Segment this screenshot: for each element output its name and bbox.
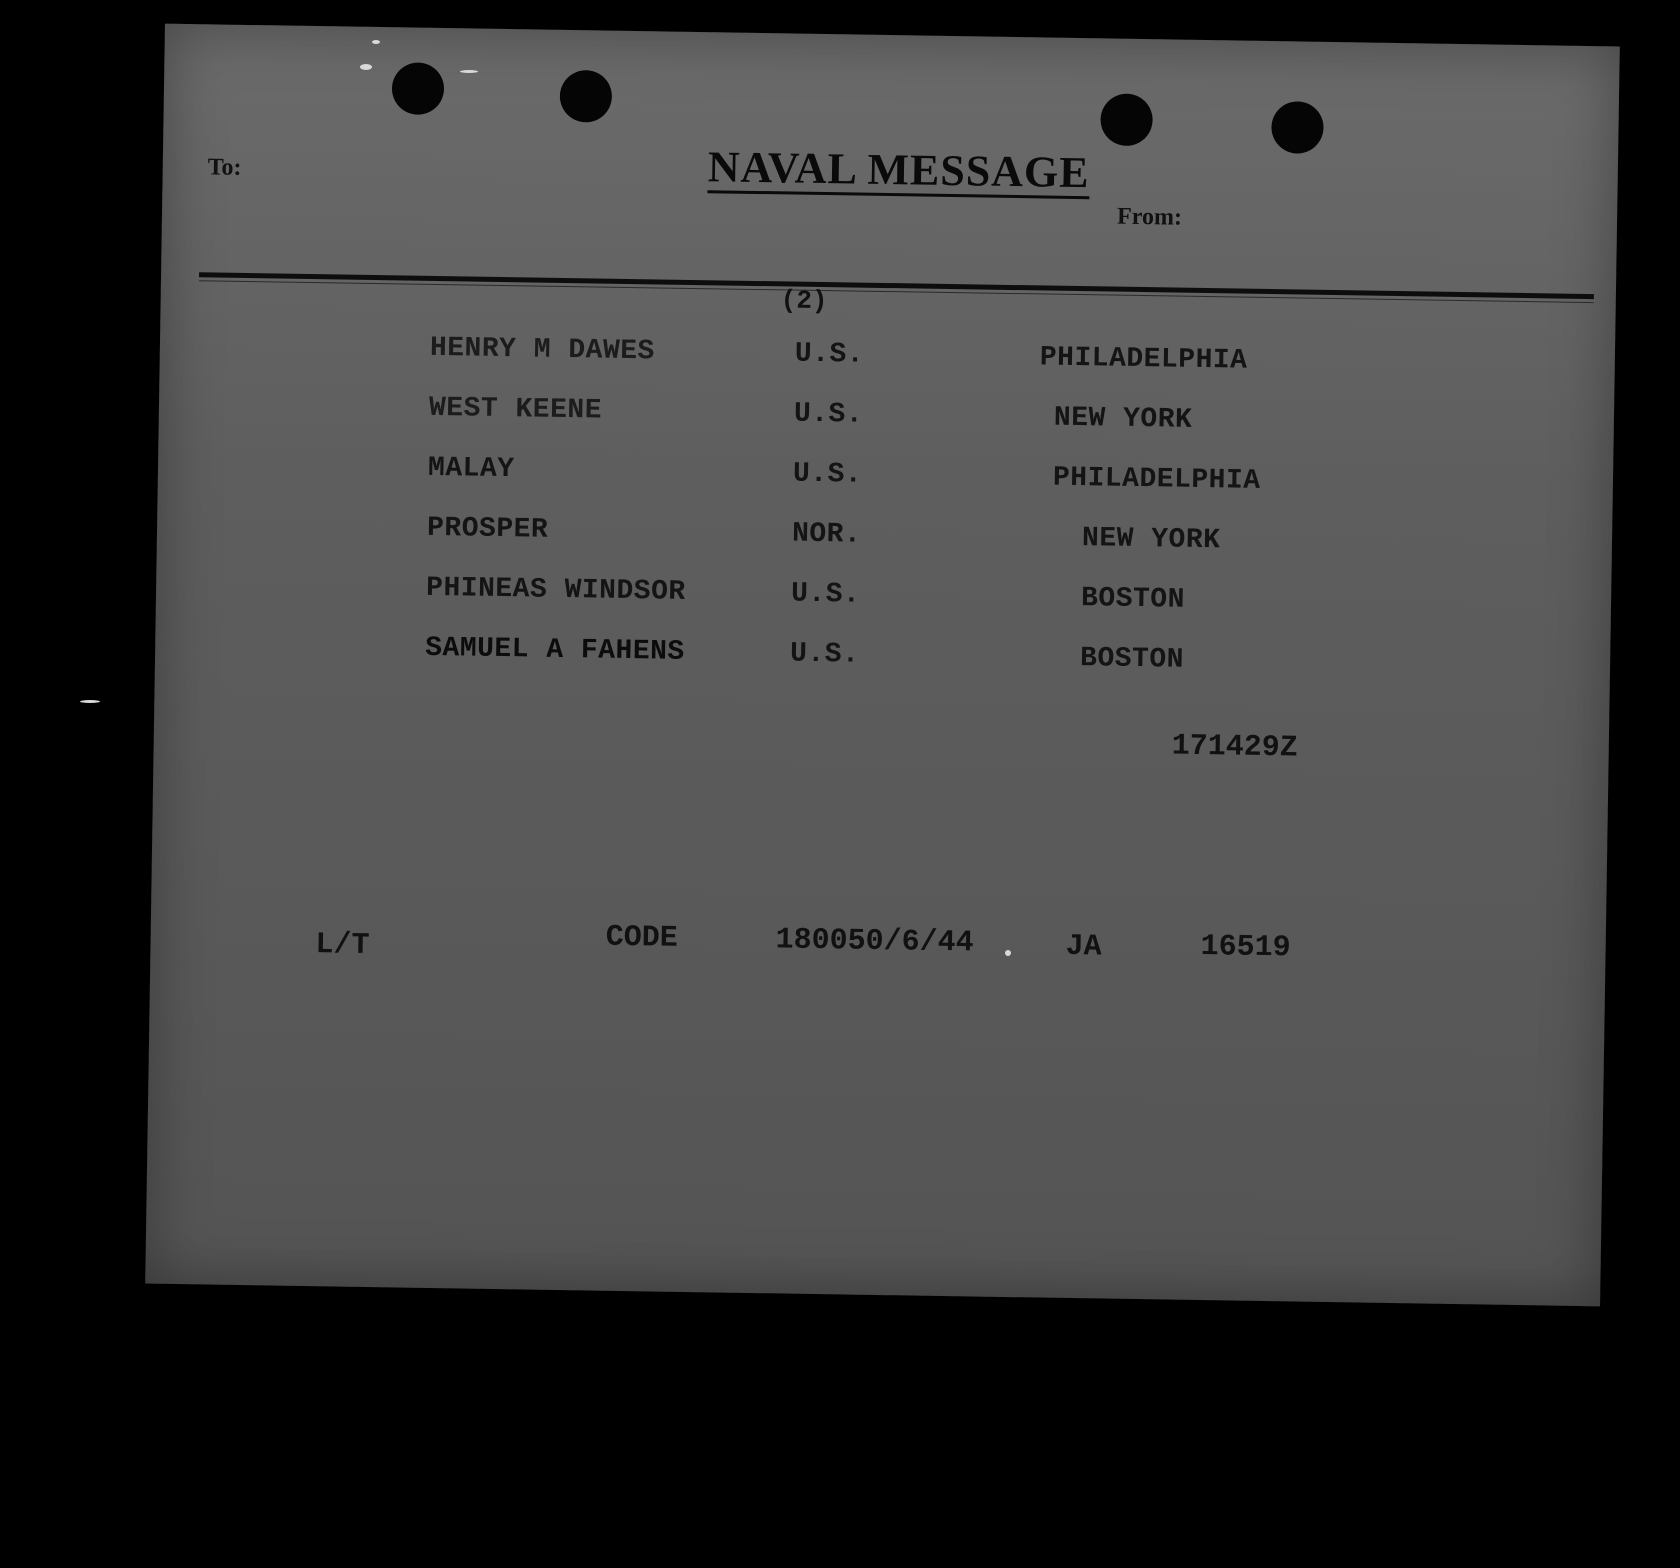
ship-flag: U.S. (790, 578, 861, 611)
ship-name: PROSPER (426, 512, 549, 546)
film-speck (360, 64, 372, 70)
punch-hole (392, 62, 445, 115)
to-label: To: (207, 154, 242, 181)
punch-hole (1271, 101, 1324, 154)
ship-flag: U.S. (789, 638, 860, 671)
ship-port: NEW YORK (1053, 402, 1193, 436)
ship-name: HENRY M DAWES (429, 332, 656, 368)
footer-serial: 16519 (1200, 930, 1291, 966)
ship-flag: U.S. (793, 398, 864, 431)
from-label: From: (1116, 203, 1183, 231)
ship-name: MALAY (427, 452, 515, 486)
message-sheet (145, 24, 1620, 1307)
footer-code-value: 180050/6/44 (775, 923, 974, 961)
header-divider (199, 272, 1594, 299)
list-item (157, 509, 1612, 572)
footer-lt: L/T (315, 928, 370, 963)
date-time-group: 171429Z (1171, 729, 1299, 766)
punch-hole (559, 70, 612, 123)
footer-code-label: CODE (605, 920, 678, 956)
list-item (155, 629, 1610, 692)
ship-port: BOSTON (1080, 583, 1186, 616)
film-speck (460, 70, 478, 73)
ship-flag: U.S. (794, 338, 865, 371)
list-item (156, 569, 1611, 632)
film-speck (1005, 950, 1011, 956)
film-speck (80, 700, 100, 703)
ship-flag: NOR. (791, 518, 862, 551)
list-item (159, 389, 1614, 452)
page-title: NAVAL MESSAGE (707, 144, 1090, 199)
punch-hole (1100, 93, 1153, 146)
ship-name: WEST KEENE (428, 392, 603, 427)
ship-port: PHILADELPHIA (1039, 342, 1248, 377)
ship-name: SAMUEL A FAHENS (424, 632, 685, 668)
list-item (158, 449, 1613, 512)
ship-name: PHINEAS WINDSOR (425, 572, 686, 608)
ship-port: NEW YORK (1081, 523, 1221, 557)
footer-ja: JA (1065, 929, 1102, 965)
ship-port: PHILADELPHIA (1052, 462, 1261, 497)
ship-port: BOSTON (1079, 643, 1185, 676)
page-number: (2) (780, 285, 828, 317)
ship-flag: U.S. (792, 458, 863, 491)
list-item (160, 329, 1615, 392)
film-speck (372, 40, 380, 44)
